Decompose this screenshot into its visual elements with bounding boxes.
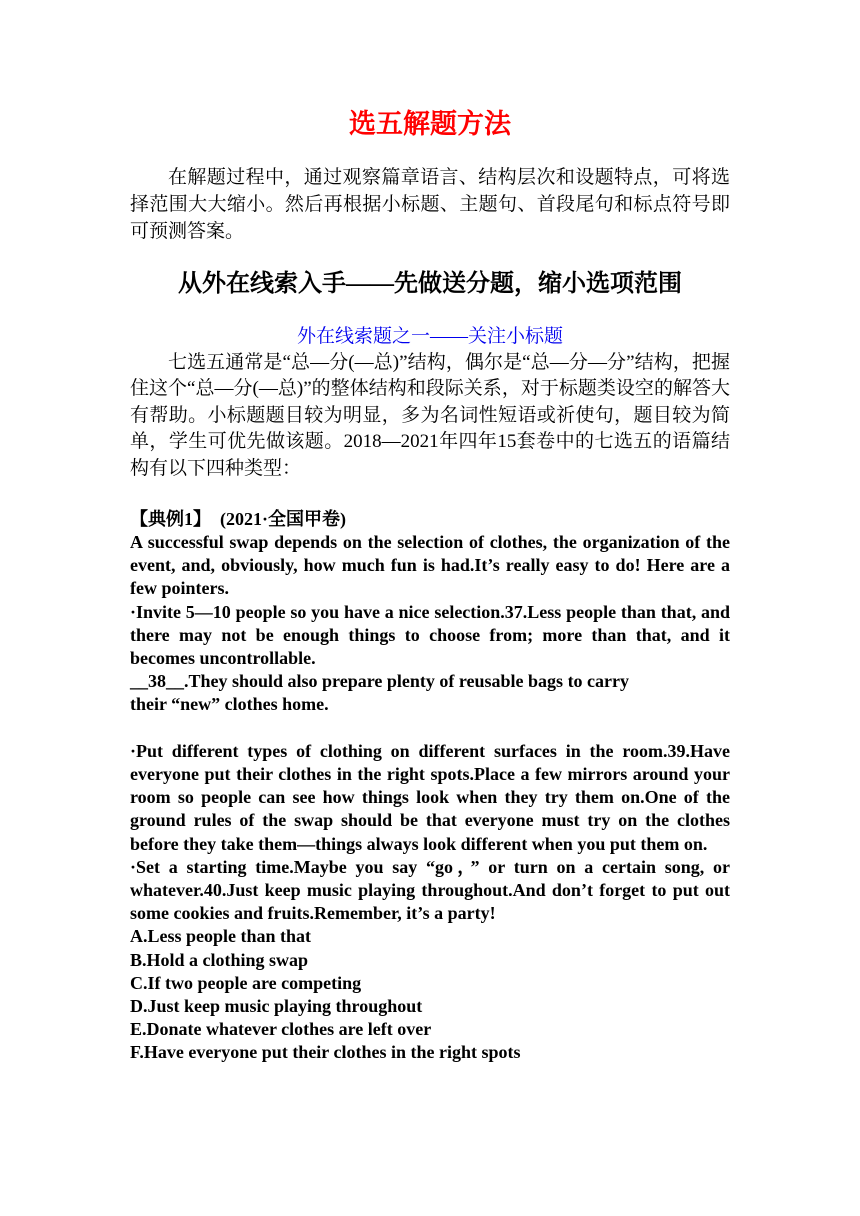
passage-paragraph-2: ·Invite 5—10 people so you have a nice selection.37.Less people than that, and there may not be enough things to choose from; more than that, and it becomes uncontrollable. (130, 601, 730, 669)
option-f: F.Have everyone put their clothes in the right spots (130, 1042, 521, 1063)
option-e: E.Donate whatever clothes are left over (130, 1019, 432, 1040)
section-heading: 从外在线索入手——先做送分题，缩小选项范围 (178, 271, 682, 297)
passage-paragraph-3-line-2: their “new” clothes home. (130, 694, 329, 715)
intro-paragraph: 在解题过程中，通过观察篇章语言、结构层次和设题特点，可将选择范围大大缩小。然后再根据小标题、主题句、首段尾句和标点符号即可预测答案。 (130, 167, 730, 242)
explanation-paragraph: 七选五通常是“总—分(—总)”结构，偶尔是“总—分—分”结构，把握住这个“总—分(—总)”的整体结构和段际关系，对于标题类设空的解答大有帮助。小标题题目较为明显，多为名词性短语或祈使句，题目较为简单，学生可优先做该题。2018—2021年四年15套卷中的七选五的语篇结构有以下四种类型： (130, 352, 730, 479)
reading-passage (130, 531, 730, 1065)
option-a: A.Less people than that (130, 926, 312, 947)
option-d: D.Just keep music playing throughout (130, 996, 423, 1017)
passage-paragraph-1: A successful swap depends on the selection of clothes, the organization of the event, and, obviously, how much fun is had.It’s really easy to do! Here are a few pointers. (130, 532, 730, 599)
passage-paragraph-3-line-1: __38__.They should also prepare plenty of reusable bags to carry (130, 671, 630, 692)
blank-line (130, 717, 730, 740)
option-c: C.If two people are competing (130, 972, 362, 993)
passage-paragraph-5: ·Set a starting time.Maybe you say “go，” or turn on a certain song, or whatever.40.Just keep music playing throughout.And don’t forget to put out some cookies and fruits.Remember, it’s a party! (130, 856, 730, 924)
example-label: 【典例1】 (2021·全国甲卷) (130, 509, 346, 529)
sub-heading: 外在线索题之一——关注小标题 (296, 326, 563, 347)
option-b: B.Hold a clothing swap (130, 949, 309, 970)
passage-paragraph-4: ·Put different types of clothing on different surfaces in the room.39.Have everyone put their clothes in the right spots.Place a few mirrors around your room so people can see how things look when they try them on.One of the ground rules of the swap should be that everyone must try on the clothes before they take them—things always look different when you put them on. (130, 740, 730, 854)
document-title: 选五解题方法 (349, 109, 511, 139)
